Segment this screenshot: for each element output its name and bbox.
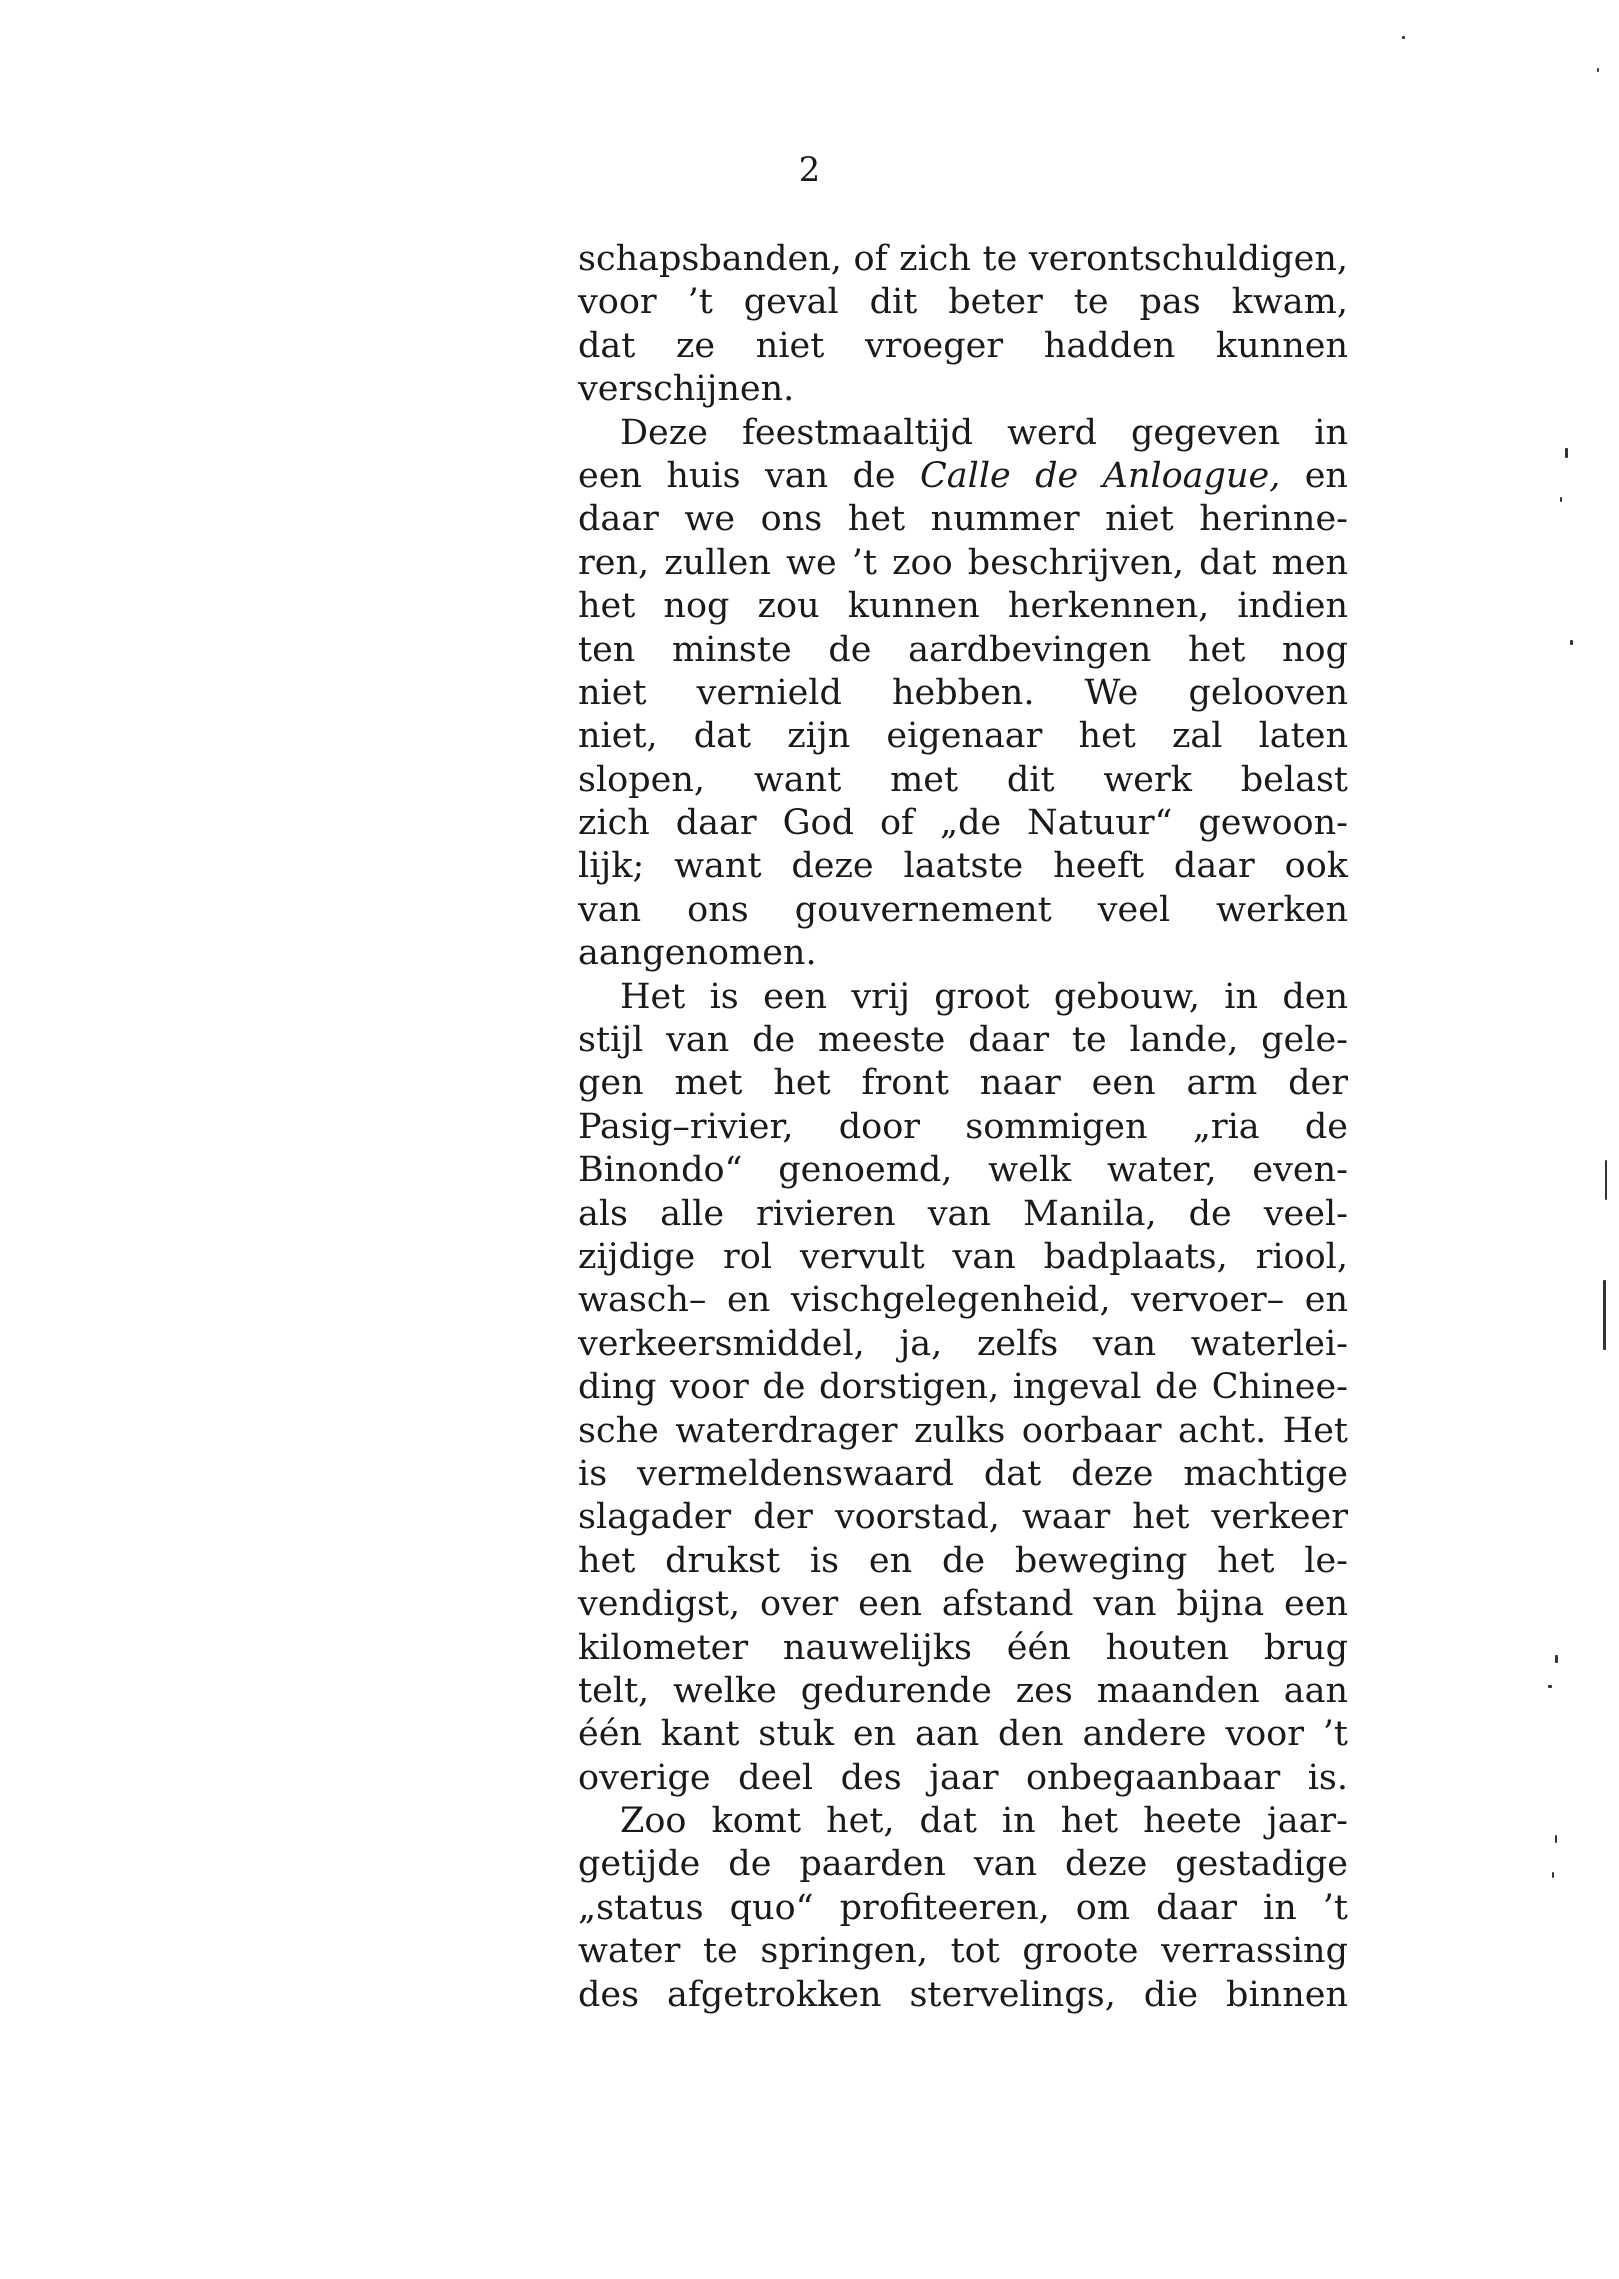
text-line: het drukst is en de beweging het le- (578, 1540, 1348, 1581)
text-line: gen met het front naar een arm der (578, 1063, 1348, 1104)
text-line: ding voor de dorstigen, ingeval de Chinee- (578, 1367, 1348, 1408)
text-line: water te springen, tot groote verrassing (578, 1931, 1348, 1972)
text-line: kilometer nauwelijks één houten brug (578, 1627, 1348, 1668)
text-line: van ons gouvernement veel werken (578, 889, 1348, 930)
text-line: Pasig–rivier, door sommigen „ria de (578, 1106, 1348, 1147)
text-line: sche waterdrager zulks oorbaar acht. Het (578, 1410, 1348, 1451)
scan-speck (1552, 1872, 1554, 1878)
page-number: 2 (798, 150, 821, 190)
street-name: Calle de Anloague, (920, 455, 1281, 496)
text-line: het nog zou kunnen herkennen, indien (578, 586, 1348, 627)
text-line: zich daar God of „de Natuur“ gewoon- (578, 803, 1348, 844)
text-line: wasch– en vischgelegenheid, vervoer– en (578, 1280, 1348, 1321)
scan-speck (1560, 497, 1562, 502)
text-line: des afgetrokken stervelings, die binnen (578, 1974, 1348, 2015)
text-span: en (1304, 455, 1348, 496)
body-text (578, 238, 1348, 2017)
text-line (578, 455, 1348, 498)
text-line: Het is een vrij groot gebouw, in den (620, 976, 1348, 1017)
text-line: Binondo“ genoemd, welk water, even- (578, 1150, 1348, 1191)
text-line: „status quo“ profiteeren, om daar in ’t (578, 1887, 1348, 1928)
text-line: verkeersmiddel, ja, zelfs van waterlei- (578, 1323, 1348, 1364)
text-line: overige deel des jaar onbegaanbaar is. (578, 1757, 1348, 1798)
text-line: vendigst, over een afstand van bijna een (578, 1584, 1348, 1625)
text-line: één kant stuk en aan den andere voor ’t (578, 1714, 1348, 1755)
scan-speck (1548, 1685, 1552, 1688)
text-line: is vermeldenswaard dat deze machtige (578, 1453, 1348, 1494)
text-span: een huis van de (578, 455, 896, 496)
text-line: niet vernield hebben. We gelooven (578, 672, 1348, 713)
scan-speck (1555, 1835, 1557, 1843)
text-line: aangenomen. (578, 933, 817, 974)
text-line: stijl van de meeste daar te lande, gele- (578, 1020, 1348, 1061)
text-line: slopen, want met dit werk belast (578, 759, 1348, 800)
text-line: ten minste de aardbevingen het nog (578, 629, 1348, 670)
text-line: verschijnen. (578, 369, 795, 410)
scan-speck (1570, 640, 1573, 645)
text-line: voor ’t geval dit beter te pas kwam, (578, 282, 1348, 323)
scan-speck (1555, 1655, 1558, 1663)
text-line: niet, dat zijn eigenaar het zal laten (578, 716, 1348, 757)
text-line: dat ze niet vroeger hadden kunnen (578, 325, 1348, 366)
scan-speck (1597, 68, 1599, 72)
text-line: daar we ons het nummer niet herinne- (578, 499, 1348, 540)
text-line: zijdige rol vervult van badplaats, riool, (578, 1236, 1348, 1277)
text-line: Zoo komt het, dat in het heete jaar- (620, 1801, 1348, 1842)
text-line: als alle rivieren van Manila, de veel- (578, 1193, 1348, 1234)
text-line: schapsbanden, of zich te verontschuldigen, (578, 239, 1348, 279)
scan-speck (1603, 1280, 1606, 1350)
text-line: slagader der voorstad, waar het verkeer (578, 1497, 1348, 1538)
text-line: Deze feestmaaltijd werd gegeven in (620, 412, 1348, 453)
scan-speck (1605, 1160, 1607, 1200)
scan-speck (1402, 36, 1405, 39)
text-line: lijk; want deze laatste heeft daar ook (578, 846, 1348, 887)
text-line: getijde de paarden van deze gestadige (578, 1844, 1348, 1885)
text-line: ren, zullen we ’t zoo beschrijven, dat men (578, 542, 1348, 583)
scan-speck (1565, 448, 1568, 458)
text-line: telt, welke gedurende zes maanden aan (578, 1670, 1348, 1711)
